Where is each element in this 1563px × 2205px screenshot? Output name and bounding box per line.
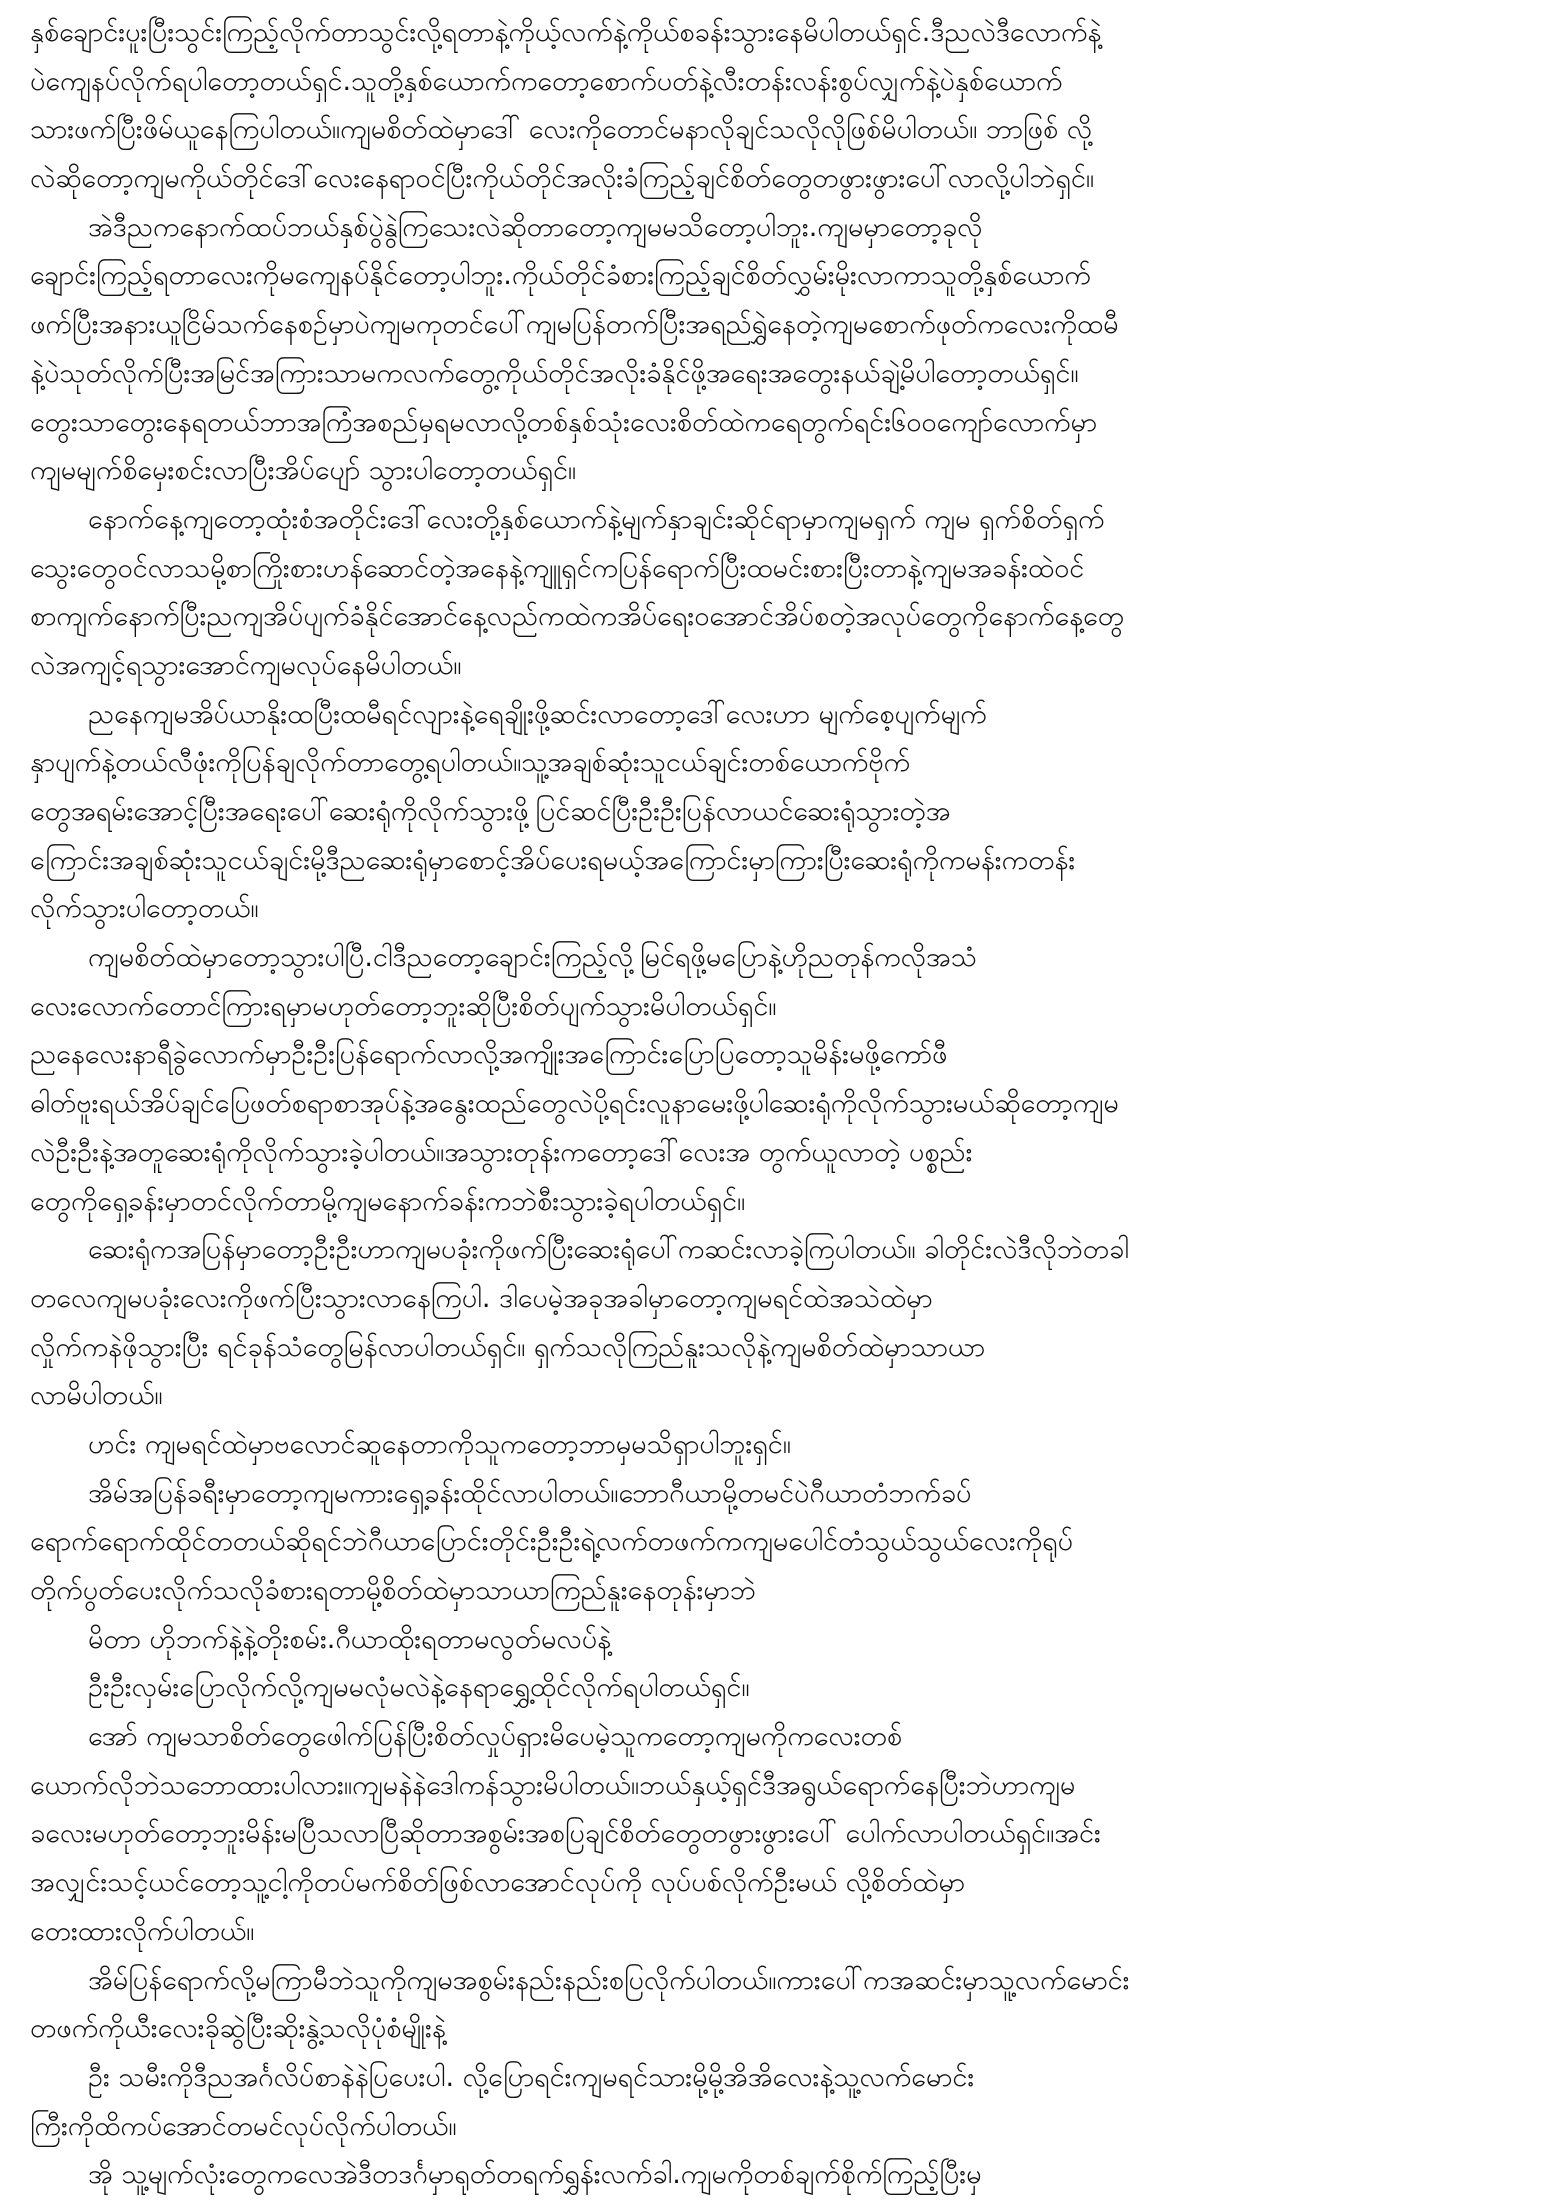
- text-line: လေးလောက်တောင်ကြားရမှာမဟုတ်တော့ဘူးဆိုပြီးစိတ်ပျက်သွားမိပါတယ်ရှင်။: [30, 990, 777, 1022]
- text-line: ကြောင်းအချစ်ဆုံးသူငယ်ချင်းမို့ဒီညဆေးရုံမှာစောင့်အိပ်ပေးရမယ့်အကြောင်းမှာကြားပြီးဆေးရုံကိုကမန်းကတန်း: [30, 844, 1076, 876]
- paragraph-start-line: ကျမစိတ်ထဲမှာတော့သွားပါပြီ.ငါဒီညတော့ချောင်းကြည့်လို့မြင်ရဖို့မပြောနဲ့ဟိုညတုန်ကလိုအသံ: [88, 942, 977, 974]
- paragraph-start-line: ညနေကျမအိပ်ယာနိုးထပြီးထမီရင်လျားနဲ့ရေချိုးဖို့ဆင်းလာတော့ဒေါ်လေးဟာ မျက်စေ့ပျက်မျက်: [88, 698, 987, 730]
- text-line: တိုက်ပွတ်ပေးလိုက်သလိုခံစားရတာမို့စိတ်ထဲမှာသာယာကြည်နူးနေတုန်းမှာဘဲ: [30, 1575, 756, 1606]
- text-line: သွေးတွေဝင်လာသမို့စာကြိုးစားဟန်ဆောင်တဲ့အနေနဲ့ကျူရှင်ကပြန်ရောက်ပြီးထမင်းစားပြီးတာနဲ့ကျမအခန်းထဲဝင်: [30, 552, 1085, 584]
- text-line: တွေအရမ်းအောင့်ပြီးအရေးပေါ်ဆေးရုံကိုလိုက်သွားဖို့ပြင်ဆင်ပြီးဦးဦးပြန်လာယင်ဆေးရုံသွားတဲ့အ: [30, 796, 951, 827]
- paragraph-start-line: အိမ်အပြန်ခရီးမှာတော့ကျမကားရှေ့ခန်းထိုင်လာပါတယ်။ဘောဂီယာမို့တမင်ပဲဂီယာတံဘက်ခပ်: [88, 1477, 972, 1509]
- text-line: ချောင်းကြည့်ရတာလေးကိုမကျေနပ်နိုင်တော့ပါဘူး.ကိုယ်တိုင်ခံစားကြည့်ချင်စိတ်လွှမ်းမိုးလာကာသူတို့နှစ်ယောက်: [30, 260, 1091, 292]
- text-line: နှစ်ချောင်းပူးပြီးသွင်းကြည့်လိုက်တာသွင်းလို့ရတာနဲ့ကိုယ့်လက်နဲ့ကိုယ်စခန်းသွားနေမိပါတယ်ရှင်.ဒီညလဲဒီလောက်နဲ့: [30, 17, 1102, 48]
- paragraph-start-line: ဆေးရုံကအပြန်မှာတော့ဦးဦးဟာကျမပခုံးကိုဖက်ပြီးဆေးရုံပေါ်ကဆင်းလာခဲ့ကြပါတယ်။ ခါတိုင်းလဲဒီလိုဘဲတခါ: [88, 1234, 1129, 1266]
- text-line: ကြီးကိုထိကပ်အောင်တမင်လုပ်လိုက်ပါတယ်။: [30, 2110, 457, 2142]
- dialogue-line: မိတာ ဟိုဘက်နဲ့နဲ့တိုးစမ်း.ဂီယာထိုးရတာမလွတ်မလပ်နဲ့: [88, 1623, 612, 1655]
- dialogue-line: ဦး သမီးကိုဒီညအင်္ဂလိပ်စာနဲနဲပြပေးပါ. လို့ပြောရင်းကျမရင်သားမို့မို့အိအိလေးနဲ့သူ့လက်မောင်း: [88, 2061, 975, 2093]
- text-line: တွေကိုရှေ့ခန်းမှာတင်လိုက်တာမို့ကျမနောက်ခန်းကဘဲစီးသွားခဲ့ရပါတယ်ရှင်။: [30, 1185, 746, 1217]
- text-line: လဲဆိုတော့ကျမကိုယ်တိုင်ဒေါ်လေးနေရာဝင်ပြီးကိုယ်တိုင်အလိုးခံကြည့်ချင်စိတ်တွေတဖွားဖွားပေါ်လာလို့ပါဘဲရှင်။: [30, 163, 1095, 195]
- text-line: ကျမမျက်စိမှေးစင်းလာပြီးအိပ်ပျော် သွားပါတော့တယ်ရှင်။: [30, 455, 577, 487]
- text-line: ညနေလေးနာရီခွဲလောက်မှာဦးဦးပြန်ရောက်လာလို့အကျိုးအကြောင်းပြောပြတော့သူမိန်းမဖို့ကော်ဖီ: [30, 1039, 948, 1071]
- text-line: အလျှင်းသင့်ယင်တော့သူ့ငါ့ကိုတပ်မက်စိတ်ဖြစ်လာအောင်လုပ်ကို လုပ်ပစ်လိုက်ဦးမယ် လို့စိတ်ထဲမှာ: [30, 1867, 965, 1899]
- paragraph-start-line: အော် ကျမသာစိတ်တွေဖေါက်ပြန်ပြီးစိတ်လှုပ်ရှားမိပေမဲ့သူကတော့ကျမကိုကလေးတစ်: [88, 1721, 903, 1753]
- text-line: လဲဦးဦးနဲ့အတူဆေးရုံကိုလိုက်သွားခဲ့ပါတယ်။အသွားတုန်းကတော့ဒေါ်လေးအ တွက်ယူလာတဲ့ ပစ္စည်း: [30, 1136, 973, 1168]
- paragraph-start-line: အဲဒီညကနောက်ထပ်ဘယ်နှစ်ပွဲနွဲကြသေးလဲဆိုတာတော့ကျမမသိတော့ပါဘူး.ကျမမှာတော့ခုလို: [88, 211, 983, 243]
- paragraph-start-line: အိမ်ပြန်ရောက်လို့မကြာမီဘဲသူကိုကျမအစွမ်းနည်းနည်းစပြလိုက်ပါတယ်။ကားပေါ်ကအဆင်းမှာသူ့လက်မောင်း: [88, 1964, 1130, 1996]
- text-line: စာကျက်နောက်ပြီးညကျအိပ်ပျက်ခံနိုင်အောင်နေ့လည်ကထဲကအိပ်ရေးဝအောင်အိပ်စတဲ့အလုပ်တွေကိုနောက်နေ့တွေ: [30, 601, 1125, 633]
- text-line: ခလေးမဟုတ်တော့ဘူးမိန်းမပြီသလာပြီဆိုတာအစွမ်းအစပြချင်စိတ်တွေတဖွားဖွားပေါ် ပေါက်လာပါတယ်ရှင်။အင်း: [30, 1818, 1101, 1850]
- text-line: တလေကျမပခုံးလေးကိုဖက်ပြီးသွားလာနေကြပါ. ဒါပေမဲ့အခုအခါမှာတော့ကျမရင်ထဲအသဲထဲမှာ: [30, 1282, 933, 1314]
- text-line: လိုက်သွားပါတော့တယ်။: [30, 893, 259, 925]
- text-line: ရောက်ရောက်ထိုင်တတယ်ဆိုရင်ဘဲဂီယာပြောင်းတိုင်းဦးဦးရဲ့လက်တဖက်ကကျမပေါင်တံသွယ်သွယ်လေးကိုရုပ်: [30, 1526, 1074, 1558]
- paragraph-start-line: ဦးဦးလှမ်းပြောလိုက်လို့ကျမမလုံမလဲနဲ့နေရာရွှေ့ထိုင်လိုက်ရပါတယ်ရှင်။: [88, 1672, 750, 1704]
- paragraph-start-line: ဟင်း ကျမရင်ထဲမှာဗလောင်ဆူနေတာကိုသူကတော့ဘာမှမသိရှာပါဘူးရှင်။: [88, 1428, 791, 1460]
- text-line: နဲ့ပဲသုတ်လိုက်ပြီးအမြင်အကြားသာမကလက်တွေ့ကိုယ်တိုင်အလိုးခံနိုင်ဖို့အရေးအတွေးနယ်ချဲ့မိပါတော့တယ်ရှင်။: [30, 357, 1079, 389]
- text-line: သားဖက်ပြီးဖိမ်ယူနေကြပါတယ်။ကျမစိတ်ထဲမှာဒေါ် လေးကိုတောင်မနာလိုချင်သလိုလိုဖြစ်မိပါတယ်။ ဘာဖြစ် လို့: [30, 114, 1093, 146]
- text-line: ပဲကျေနပ်လိုက်ရပါတော့တယ်ရှင်.သူတို့နှစ်ယောက်ကတော့စောက်ပတ်နဲ့လီးတန်းလန်းစွပ်လျှက်နဲ့ပဲနှစ်ယောက်: [30, 65, 1063, 97]
- text-line: လာမိပါတယ်။: [30, 1380, 163, 1412]
- text-line: နှာပျက်နဲ့တယ်လီဖုံးကိုပြန်ချလိုက်တာတွေ့ရပါတယ်။သူ့အချစ်ဆုံးသူငယ်ချင်းတစ်ယောက်ဗိုက်: [30, 747, 911, 779]
- text-line: တဖက်ကိုယီးလေးခိုဆွဲပြီးဆိုးနွဲ့သလိုပုံစံမျိုးနဲ့: [30, 2013, 446, 2045]
- paragraph-start-line: အို သူ့မျက်လုံးတွေကလေအဲဒီတဒင်္ဂမှာရုတ်တရက်ရွှန်းလက်ခါ.ကျမကိုတစ်ချက်စိုက်ကြည့်ပြီးမှ: [88, 2159, 982, 2191]
- text-line: လဲအကျင့်ရသွားအောင်ကျမလုပ်နေမိပါတယ်။: [30, 649, 462, 681]
- text-line: ဓါတ်ဗူးရယ်အိပ်ချင်ပြေဖတ်စရာစာအုပ်နဲ့အနွေးထည်တွေလဲပို့ရင်းလူနာမေးဖို့ပါဆေးရုံကိုလိုက်သွားမယ်ဆိုတော့ကျမ: [30, 1088, 1119, 1120]
- text-line: တွေးသာတွေးနေရတယ်ဘာအကြံအစည်မှရမလာလို့တစ်နှစ်သုံးလေးစိတ်ထဲကရေတွက်ရင်း၆၀၀ကျော်လောက်မှာ: [30, 406, 1098, 438]
- text-line: တေးထားလိုက်ပါတယ်။: [30, 1915, 255, 1947]
- paragraph-start-line: နောက်နေ့ကျတော့ထုံးစံအတိုင်းဒေါ်လေးတို့နှစ်ယောက်နဲ့မျက်နှာချင်းဆိုင်ရာမှာကျမရှက် ကျမ ရှက်စိတ်ရှက်: [88, 503, 1105, 535]
- text-line: ယောက်လိုဘဲသဘောထားပါလား။ကျမနဲနဲဒေါကန်သွားမိပါတယ်။ဘယ်နှယ့်ရှင်ဒီအရွယ်ရောက်နေပြီးဘဲဟာကျမ: [30, 1769, 1076, 1801]
- text-line: ဖက်ပြီးအနားယူငြိမ်သက်နေစဉ်မှာပဲကျမကုတင်ပေါ်ကျမပြန်တက်ပြီးအရည်ရွှဲနေတဲ့ကျမစောက်ဖုတ်ကလေးကိုထမီ: [30, 309, 1119, 341]
- text-line: လှိုက်ကနဲဖိုသွားပြီး ရင်ခုန်သံတွေမြန်လာပါတယ်ရှင်။ ရှက်သလိုကြည်နူးသလိုနဲ့ကျမစိတ်ထဲမှာသာယာ: [30, 1331, 986, 1363]
